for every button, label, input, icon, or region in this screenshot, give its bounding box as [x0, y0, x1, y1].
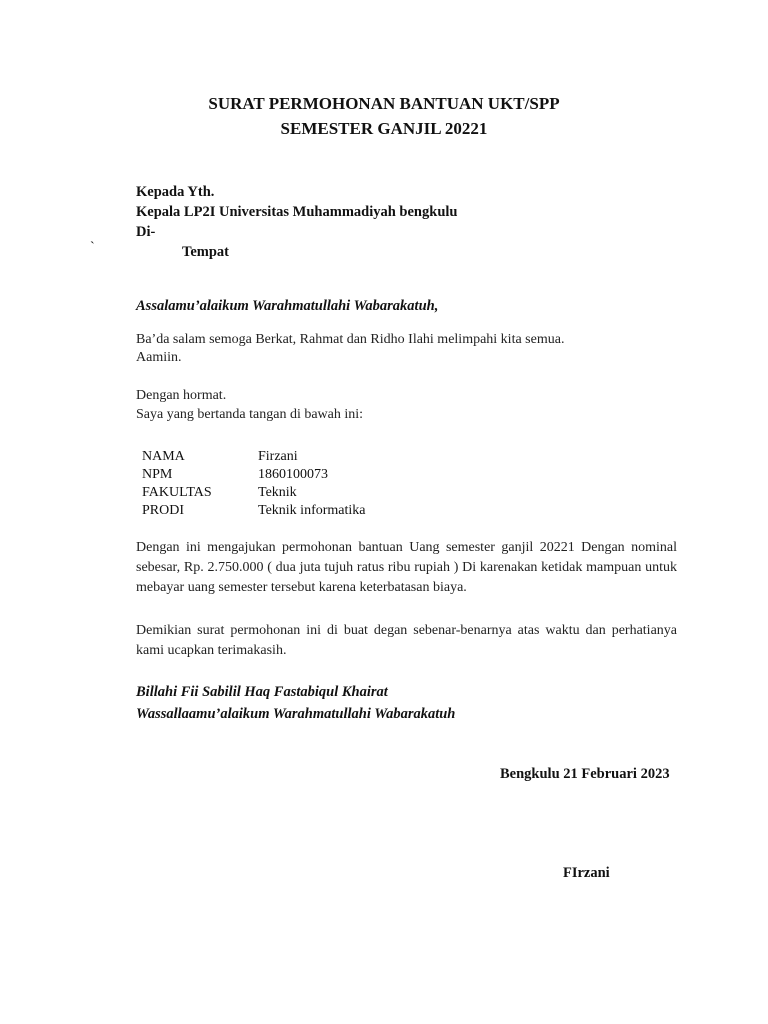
body-paragraph-2: Demikian surat permohonan ini di buat degan sebenar-benarnya atas waktu dan perhatianya kami ucapkan terimakasih. [136, 623, 677, 658]
place-date: Bengkulu 21 Februari 2023 [500, 766, 670, 782]
recipient-line-2: Kepala LP2I Universitas Muhammadiyah bengkulu [136, 204, 458, 220]
letter-title: SURAT PERMOHONAN BANTUAN UKT/SPP [208, 94, 560, 113]
recipient-line-1: Kepada Yth. [136, 184, 215, 200]
signatory-name: FIrzani [563, 865, 610, 881]
greeting-line-2: Aamiin. [136, 350, 182, 365]
letter-subtitle: SEMESTER GANJIL 20221 [280, 119, 488, 138]
body-paragraph-1: Dengan ini mengajukan permohonan bantuan Uang semester ganjil 20221 Dengan nominal sebesar, Rp. 2.750.000 ( dua juta tujuh ratus ribu rupiah ) Di karenakan ketidak mampuan untuk mebayar uang semester tersebut karena keterbatasan biaya. [136, 540, 677, 595]
identity-value: Teknik informatika [258, 503, 366, 518]
identity-label: PRODI [142, 503, 185, 518]
identity-value: Firzani [258, 449, 298, 464]
identity-label: FAKULTAS [142, 485, 212, 500]
recipient-line-4: Tempat [182, 244, 229, 260]
stray-mark: ` [90, 240, 95, 255]
closing-line-2: Wassallaamu’alaikum Warahmatullahi Wabarakatuh [136, 706, 456, 722]
identity-value: 1860100073 [258, 467, 328, 482]
identity-value: Teknik [258, 485, 297, 500]
salutation: Assalamu’alaikum Warahmatullahi Wabarakatuh, [136, 298, 439, 314]
intro-line-1: Dengan hormat. [136, 388, 227, 403]
greeting-line-1: Ba’da salam semoga Berkat, Rahmat dan Ridho Ilahi melimpahi kita semua. [136, 332, 565, 347]
recipient-line-3: Di- [136, 224, 156, 240]
identity-label: NPM [142, 467, 173, 482]
closing-line-1: Billahi Fii Sabilil Haq Fastabiqul Khairat [136, 684, 388, 700]
identity-label: NAMA [142, 449, 185, 464]
intro-line-2: Saya yang bertanda tangan di bawah ini: [136, 407, 364, 422]
